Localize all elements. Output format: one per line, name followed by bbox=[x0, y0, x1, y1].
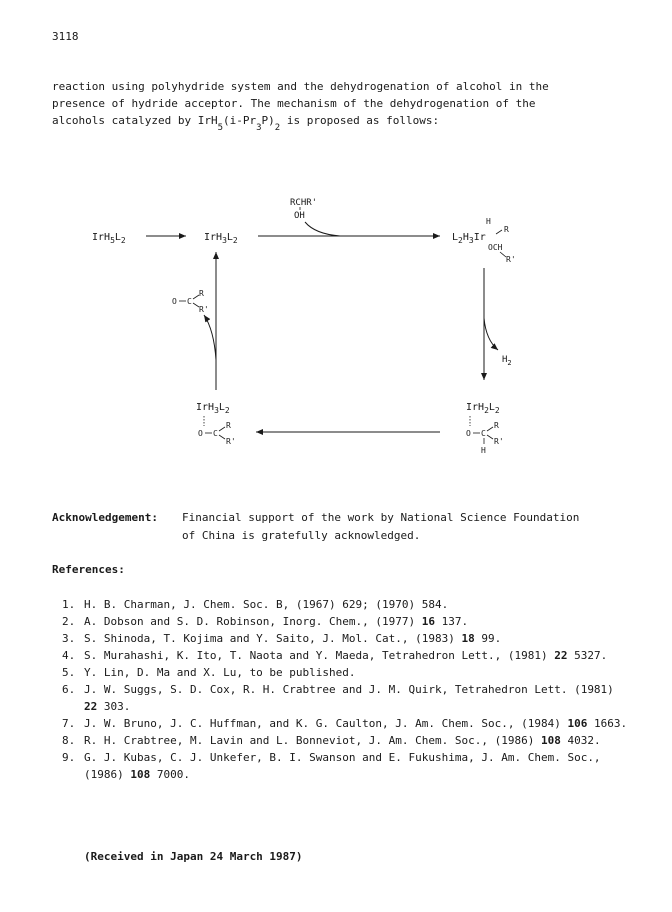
ketone-rprime: R' bbox=[199, 305, 209, 314]
intro-line-1: reaction using polyhydride system and the dehydrogenation of alcohol in the bbox=[52, 80, 549, 93]
bottom-left-rprime: R' bbox=[226, 437, 236, 446]
acknowledgement-body bbox=[182, 509, 622, 545]
species-irh2l2: $IrH_2L_2$ bbox=[466, 402, 500, 415]
bottom-right-c: C bbox=[481, 429, 486, 438]
h2-release-curve bbox=[484, 318, 498, 350]
reference-item: 5. Y. Lin, D. Ma and X. Lu, to be published. bbox=[62, 666, 356, 679]
reference-item: 4. S. Murahashi, K. Ito, T. Naota and Y. Maeda, Tetrahedron Lett., (1981) 22 5327. bbox=[62, 649, 608, 662]
acknowledgement-line-2: of China is gratefully acknowledged. bbox=[182, 529, 421, 542]
bottom-right-rprime: R' bbox=[494, 437, 504, 446]
reference-item: 2. A. Dobson and S. D. Robinson, Inorg. Chem., (1977) 16 137. bbox=[62, 615, 469, 628]
reference-item: 3. S. Shinoda, T. Kojima and Y. Saito, J. Mol. Cat., (1983) 18 99. bbox=[62, 632, 502, 645]
bottom-right-o: O bbox=[466, 429, 471, 438]
top-right-h: H bbox=[486, 217, 491, 226]
alcohol-incoming-curve bbox=[305, 222, 340, 236]
bottom-right-r: R bbox=[494, 421, 499, 430]
alcohol-oh: OH bbox=[294, 211, 305, 221]
mechanism-scheme bbox=[0, 190, 672, 470]
received-date: (Received in Japan 24 March 1987) bbox=[84, 850, 303, 863]
references-list bbox=[62, 596, 632, 783]
acknowledgement-line-1: Financial support of the work by National Science Foundation bbox=[182, 511, 580, 524]
species-alkoxide: $L_2H_3Ir$ bbox=[452, 232, 486, 245]
h2-product: $H_2$ bbox=[502, 355, 512, 367]
ketone-release-curve bbox=[204, 315, 216, 360]
page-number: 3118 bbox=[52, 30, 79, 43]
reference-item: 1. H. B. Charman, J. Chem. Soc. B, (1967) 629; (1970) 584. bbox=[62, 598, 449, 611]
reference-item: 8. R. H. Crabtree, M. Lavin and L. Bonneviot, J. Am. Chem. Soc., (1986) 108 4032. bbox=[62, 734, 601, 747]
reference-item: 6. J. W. Suggs, S. D. Cox, R. H. Crabtree and J. M. Quirk, Tetrahedron Lett. (1981) 22 303. bbox=[62, 683, 614, 713]
intro-line-3: alcohols catalyzed by $IrH_5(i-Pr_3P)_2$ is proposed as follows: bbox=[52, 114, 440, 133]
ketone-c: C bbox=[187, 297, 192, 306]
bottom-left-c: C bbox=[213, 429, 218, 438]
intro-line-2: presence of hydride acceptor. The mechanism of the dehydrogenation of the bbox=[52, 97, 536, 110]
acknowledgement-heading: Acknowledgement: bbox=[52, 511, 158, 524]
reference-item: 7. J. W. Bruno, J. C. Huffman, and K. G. Caulton, J. Am. Chem. Soc., (1984) 106 1663. bbox=[62, 717, 628, 730]
species-irh3l2-top: $IrH_3L_2$ bbox=[204, 232, 238, 245]
alcohol-reagent: RCHR' bbox=[290, 198, 318, 208]
reference-item: 9. G. J. Kubas, C. J. Unkefer, B. I. Swanson and E. Fukushima, J. Am. Chem. Soc., (1986) 108 7000. bbox=[62, 751, 601, 781]
bottom-right-h: H bbox=[481, 446, 486, 455]
species-irh5l2: $IrH_5L_2$ bbox=[92, 232, 126, 245]
top-right-och: OCH bbox=[488, 243, 503, 252]
ketone-o: O bbox=[172, 297, 177, 306]
references-heading: References: bbox=[52, 563, 125, 576]
ketone-r: R bbox=[199, 289, 204, 298]
bottom-left-r: R bbox=[226, 421, 231, 430]
species-irh3l2-bottom: $IrH_3L_2$ bbox=[196, 402, 230, 415]
top-right-rprime: R' bbox=[506, 255, 516, 264]
intro-paragraph bbox=[52, 78, 632, 131]
bottom-left-o: O bbox=[198, 429, 203, 438]
top-right-r: R bbox=[504, 225, 509, 234]
